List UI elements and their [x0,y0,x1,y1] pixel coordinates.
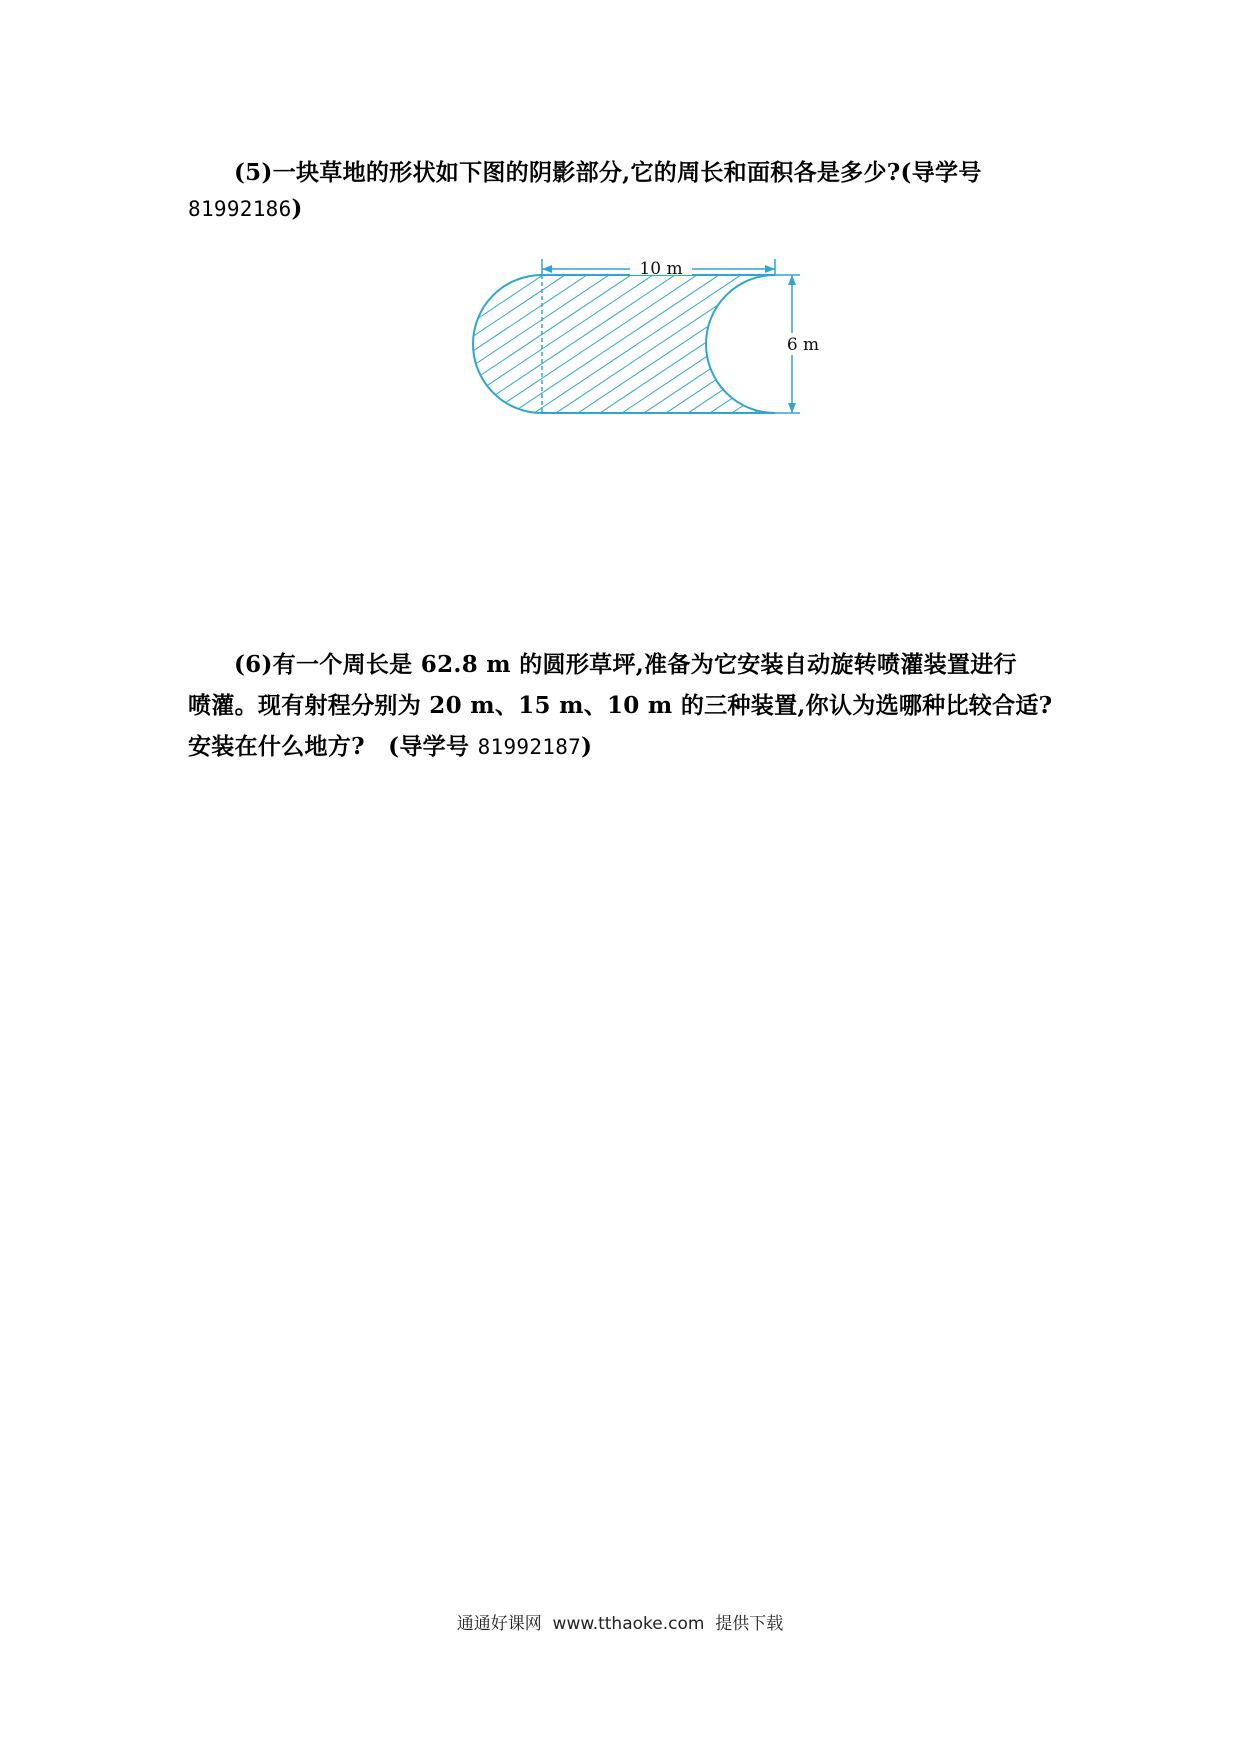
problem-6-line-1-text: (6)有一个周长是 62.8 m 的圆形草坪,准备为它安装自动旋转喷灌装置进行 [234,651,1017,678]
width-label: 10 m [639,259,683,279]
footer-credit: 通通好课网 www.tthaoke.com 提供下载 [456,1614,784,1634]
hatch-line [470,245,610,425]
problem-6-line-3-text: 安装在什么地方? (导学号 [188,733,478,760]
hatch-line [470,245,588,425]
problem-5-line-1 [188,155,1056,191]
problem-5 [188,155,1056,227]
problem-5-close: ) [291,195,303,222]
hatch-line [824,245,830,425]
problem-6 [188,644,1056,768]
height-arrow-bottom [788,403,796,413]
problem-6-line-2-text: 喷灌。现有射程分别为 20 m、15 m、10 m 的三种装置,你认为选哪种比较合适? [188,692,1053,719]
hatch-line [470,245,522,425]
hatch-line [472,245,742,425]
height-arrow-top [788,275,796,285]
problem-6-ref-number: 81992187 [477,735,582,759]
problem-5-ref-number: 81992186 [188,197,292,221]
height-label: 6 m [786,335,820,355]
width-arrow-right [765,265,775,273]
problem-6-line-3 [188,726,1056,768]
problem-6-line-2 [188,685,1056,726]
width-arrow-left [542,265,552,273]
problem-5-text: (5)一块草地的形状如下图的阴影部分,它的周长和面积各是多少?(导学号 [234,159,982,186]
lawn-shape [473,275,775,413]
hatch-line [494,245,764,425]
hatch-line [470,245,544,425]
lawn-figure [470,245,830,425]
problem-5-line-2 [188,191,1056,227]
problem-6-line-1 [188,644,1056,685]
problem-6-close: ) [581,733,593,760]
